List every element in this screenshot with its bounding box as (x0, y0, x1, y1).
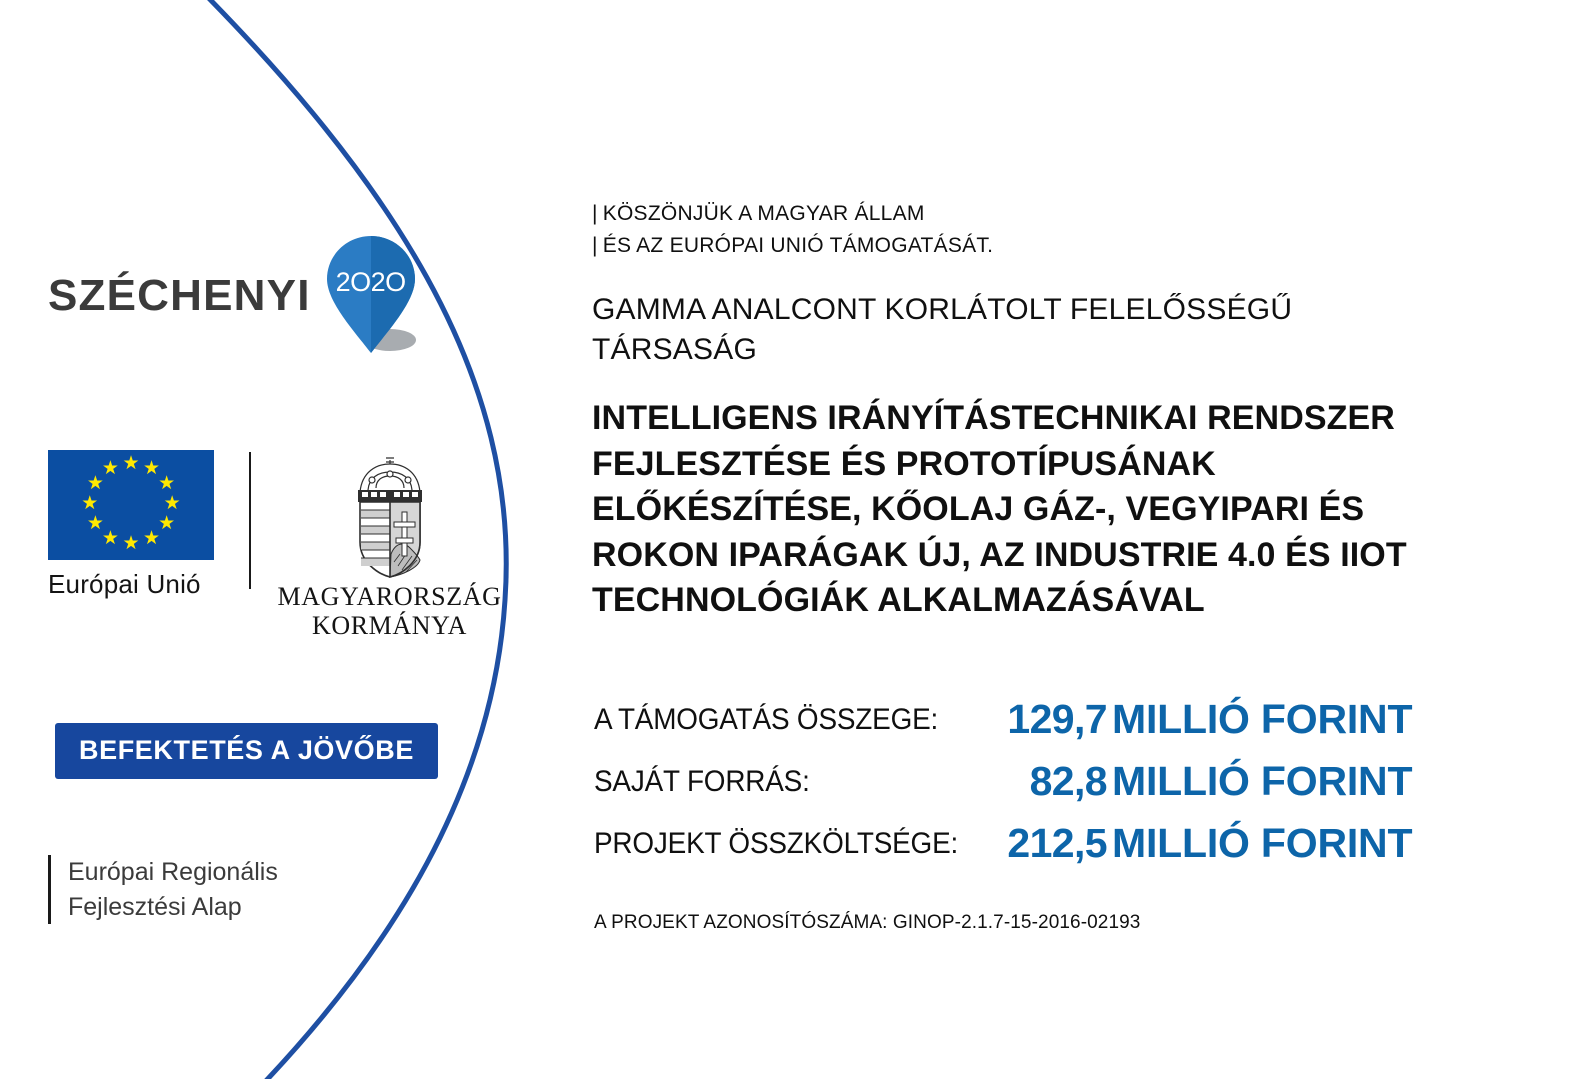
funding-table (592, 696, 1452, 886)
hungarian-government-label (277, 582, 502, 640)
branding-column (0, 0, 520, 1079)
european-union-block (48, 450, 223, 600)
acknowledgement-line2-text: ÉS AZ EURÓPAI UNIÓ TÁMOGATÁSÁT. (602, 233, 994, 257)
erdf-accent-bar (48, 855, 51, 924)
acknowledgement-block (592, 198, 993, 262)
erdf-line1: Európai Regionális (68, 858, 278, 886)
european-union-label: Európai Unió (48, 569, 201, 599)
szechenyi-wordmark: SZÉCHENYI (48, 271, 311, 320)
funding-row (592, 696, 1452, 762)
project-title: INTELLIGENS IRÁNYÍTÁSTECHNIKAI RENDSZER FEJLESZTÉSE ÉS PROTOTÍPUSÁNAK ELŐKÉSZÍTÉSE, KŐOLAJ GÁZ-, VEGYIPARI ÉS ROKON IPARÁGAK ÚJ, AZ INDUSTRIE 4.0 ÉS IIOT TECHNOLÓGIÁK ALKALMAZÁSÁVAL (592, 399, 1407, 620)
acknowledgement-line2 (592, 230, 993, 262)
erdf-text (68, 855, 278, 924)
hungarian-government-label-line1: MAGYARORSZÁG (277, 582, 502, 611)
company-name: GAMMA ANALCONT KORLÁTOLT FELELŐSSÉGŰ TÁRSASÁG (592, 293, 1293, 366)
hungarian-government-label-line2: KORMÁNYA (311, 611, 468, 641)
acknowledgement-bar-1: | (592, 202, 598, 225)
emblem-divider (249, 452, 251, 589)
funding-row (592, 820, 1452, 886)
funding-label: PROJEKT ÖSSZKÖLTSÉGE: (594, 827, 959, 860)
project-information-column (592, 0, 1532, 1079)
european-union-flag-icon: ★ ★ ★ ★ ★ ★ ★ ★ ★ ★ ★ ★ (48, 450, 214, 560)
funding-label: A TÁMOGATÁS ÖSSZEGE: (594, 703, 939, 736)
project-identifier: A PROJEKT AZONOSÍTÓSZÁMA: GINOP-2.1.7-15-2016-02193 (594, 912, 1141, 933)
emblem-row (48, 450, 502, 640)
hungarian-government-block (277, 450, 502, 640)
funding-amount: 82,8 (1029, 758, 1107, 804)
acknowledgement-line1-text: KÖSZÖNJÜK A MAGYAR ÁLLAM (602, 202, 925, 225)
hungarian-coat-of-arms-icon (277, 450, 502, 578)
funding-unit: MILLIÓ FORINT (1112, 758, 1413, 804)
szechenyi-2020-logo (48, 236, 431, 356)
funding-unit: MILLIÓ FORINT (1112, 696, 1413, 742)
erdf-note (48, 855, 278, 924)
funding-amount: 129,7 (1007, 696, 1107, 742)
acknowledgement-bar-2: | (592, 233, 598, 257)
funding-unit: MILLIÓ FORINT (1112, 820, 1413, 866)
pin-year-label: 2O2O (335, 267, 406, 297)
map-pin-icon (327, 236, 431, 356)
acknowledgement-line1 (592, 198, 993, 230)
funding-amount: 212,5 (1007, 820, 1107, 866)
funding-row (592, 758, 1452, 824)
erdf-line2: Fejlesztési Alap (68, 892, 242, 921)
invest-in-the-future-badge[interactable]: BEFEKTETÉS A JÖVŐBE (55, 723, 438, 779)
funding-label: SAJÁT FORRÁS: (594, 765, 810, 798)
